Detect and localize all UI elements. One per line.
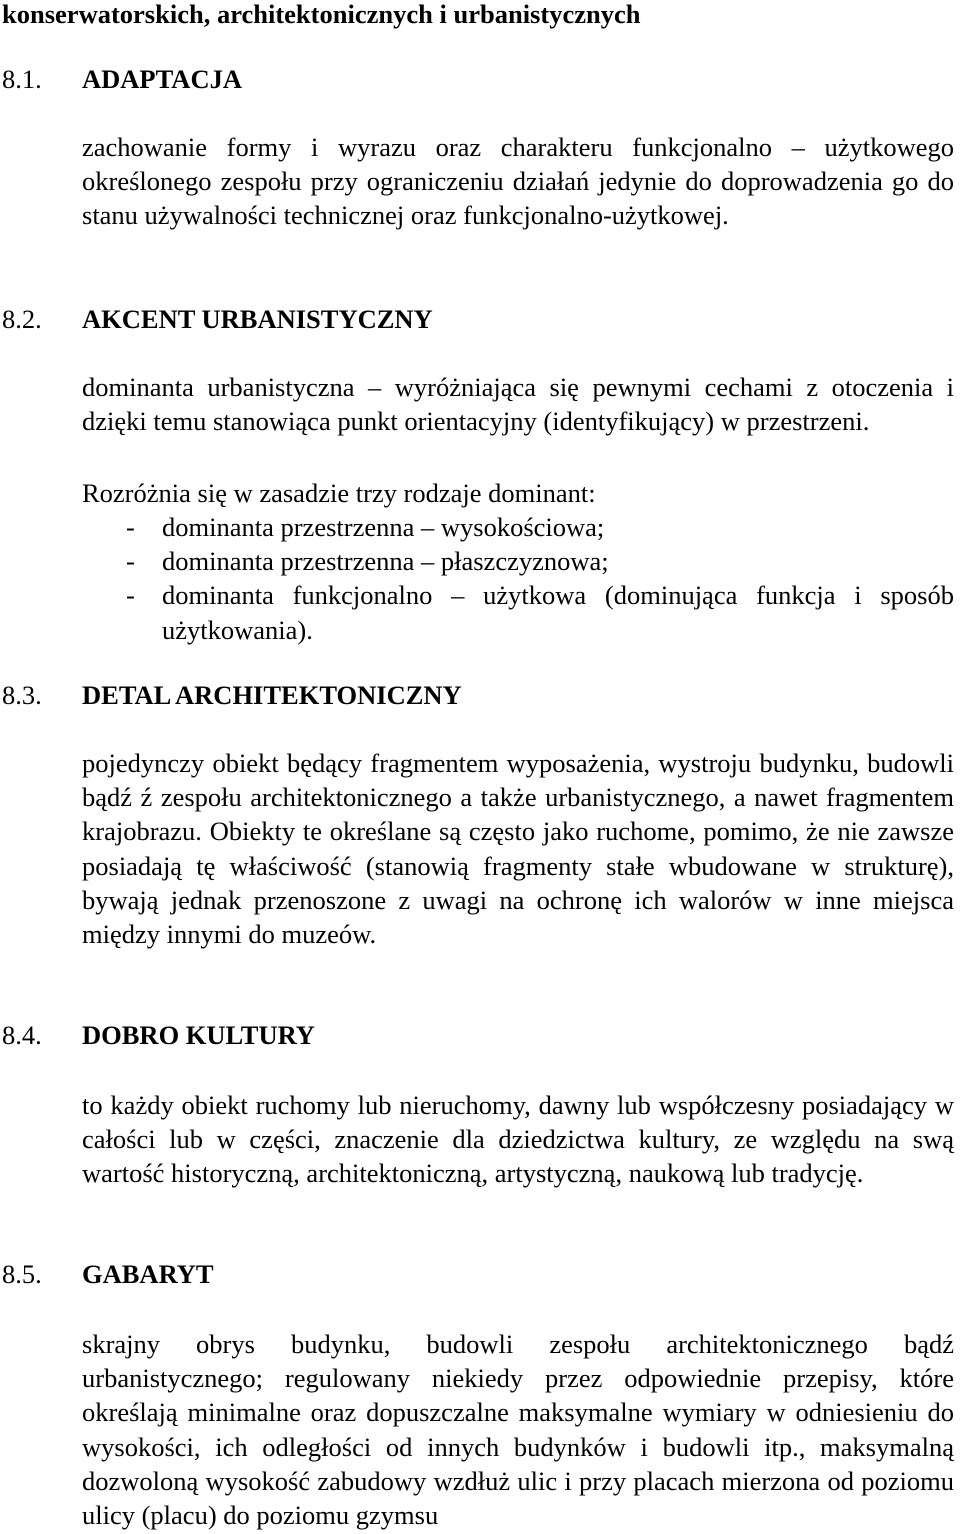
section-title: DETAL ARCHITEKTONICZNY <box>82 680 462 710</box>
section-title: ADAPTACJA <box>82 64 242 94</box>
list-bullet: - <box>126 546 135 577</box>
list-item <box>82 544 954 578</box>
list-item-text: dominanta funkcjonalno – użytkowa (dominująca funkcja i sposób użytkowania). <box>162 580 954 645</box>
section-number: 8.2. <box>2 304 42 334</box>
section-body: pojedynczy obiekt będący fragmentem wyposażenia, wystroju budynku, budowli bądź ź zespołu architektonicznego a także urbanistycznego, a nawet fragmentem krajobrazu. Obiekty te określane są często jako ruchome, pomimo, że nie zawsze posiadają tę właściwość (stanowią fragmenty stałe wbudowane w strukturę), bywają jednak przenoszone z uwagi na ochronę ich walorów w inne miejsca między innymi do muzeów. <box>82 748 954 950</box>
list-item <box>82 578 954 646</box>
section-body: skrajny obrys budynku, budowli zespołu architektonicznego bądź urbanistycznego; regulowany niekiedy przez odpowiednie przepisy, które określają minimalne oraz dopuszczalne maksymalne wymiary w odniesieniu do wysokości, ich odległości od innych budynków i budowli itp., maksymalną dozwoloną wysokość zabudowy wzdłuż ulic i przy placach mierzona od poziomu ulicy (placu) do poziomu gzymsu <box>82 1329 954 1531</box>
dominant-types-list <box>82 510 954 647</box>
section-body: zachowanie formy i wyrazu oraz charakteru funkcjonalno – użytkowego określonego zespołu przy ograniczeniu działań jedynie do doprowadzenia go do stanu używalności technicznej oraz funkcjonalno-użytkowej. <box>82 132 954 231</box>
section-body: dominanta urbanistyczna – wyróżniająca się pewnymi cechami z otoczenia i dzięki temu stanowiąca punkt orientacyjny (identyfikujący) w przestrzeni. <box>82 372 954 437</box>
list-bullet: - <box>126 580 135 611</box>
list-item-text: dominanta przestrzenna – wysokościowa; <box>162 512 605 542</box>
section-title: GABARYT <box>82 1259 214 1289</box>
section-number: 8.5. <box>2 1259 42 1289</box>
section-number: 8.3. <box>2 680 42 710</box>
section-intro: Rozróżnia się w zasadzie trzy rodzaje dominant: <box>82 478 596 508</box>
section-title: AKCENT URBANISTYCZNY <box>82 304 433 334</box>
list-bullet: - <box>126 512 135 542</box>
running-head: konserwatorskich, architektonicznych i urbanistycznych <box>2 0 641 29</box>
section-number: 8.1. <box>2 64 42 94</box>
list-item-text: dominanta przestrzenna – płaszczyznowa; <box>162 546 609 577</box>
section-number: 8.4. <box>2 1020 42 1050</box>
section-body: to każdy obiekt ruchomy lub nieruchomy, dawny lub współczesny posiadający w całości lub w części, znaczenie dla dziedzictwa kultury, ze względu na swą wartość historyczną, architektoniczną, artystyczną, naukową lub tradycję. <box>82 1090 954 1189</box>
section-title: DOBRO KULTURY <box>82 1020 315 1050</box>
list-item <box>82 510 954 544</box>
